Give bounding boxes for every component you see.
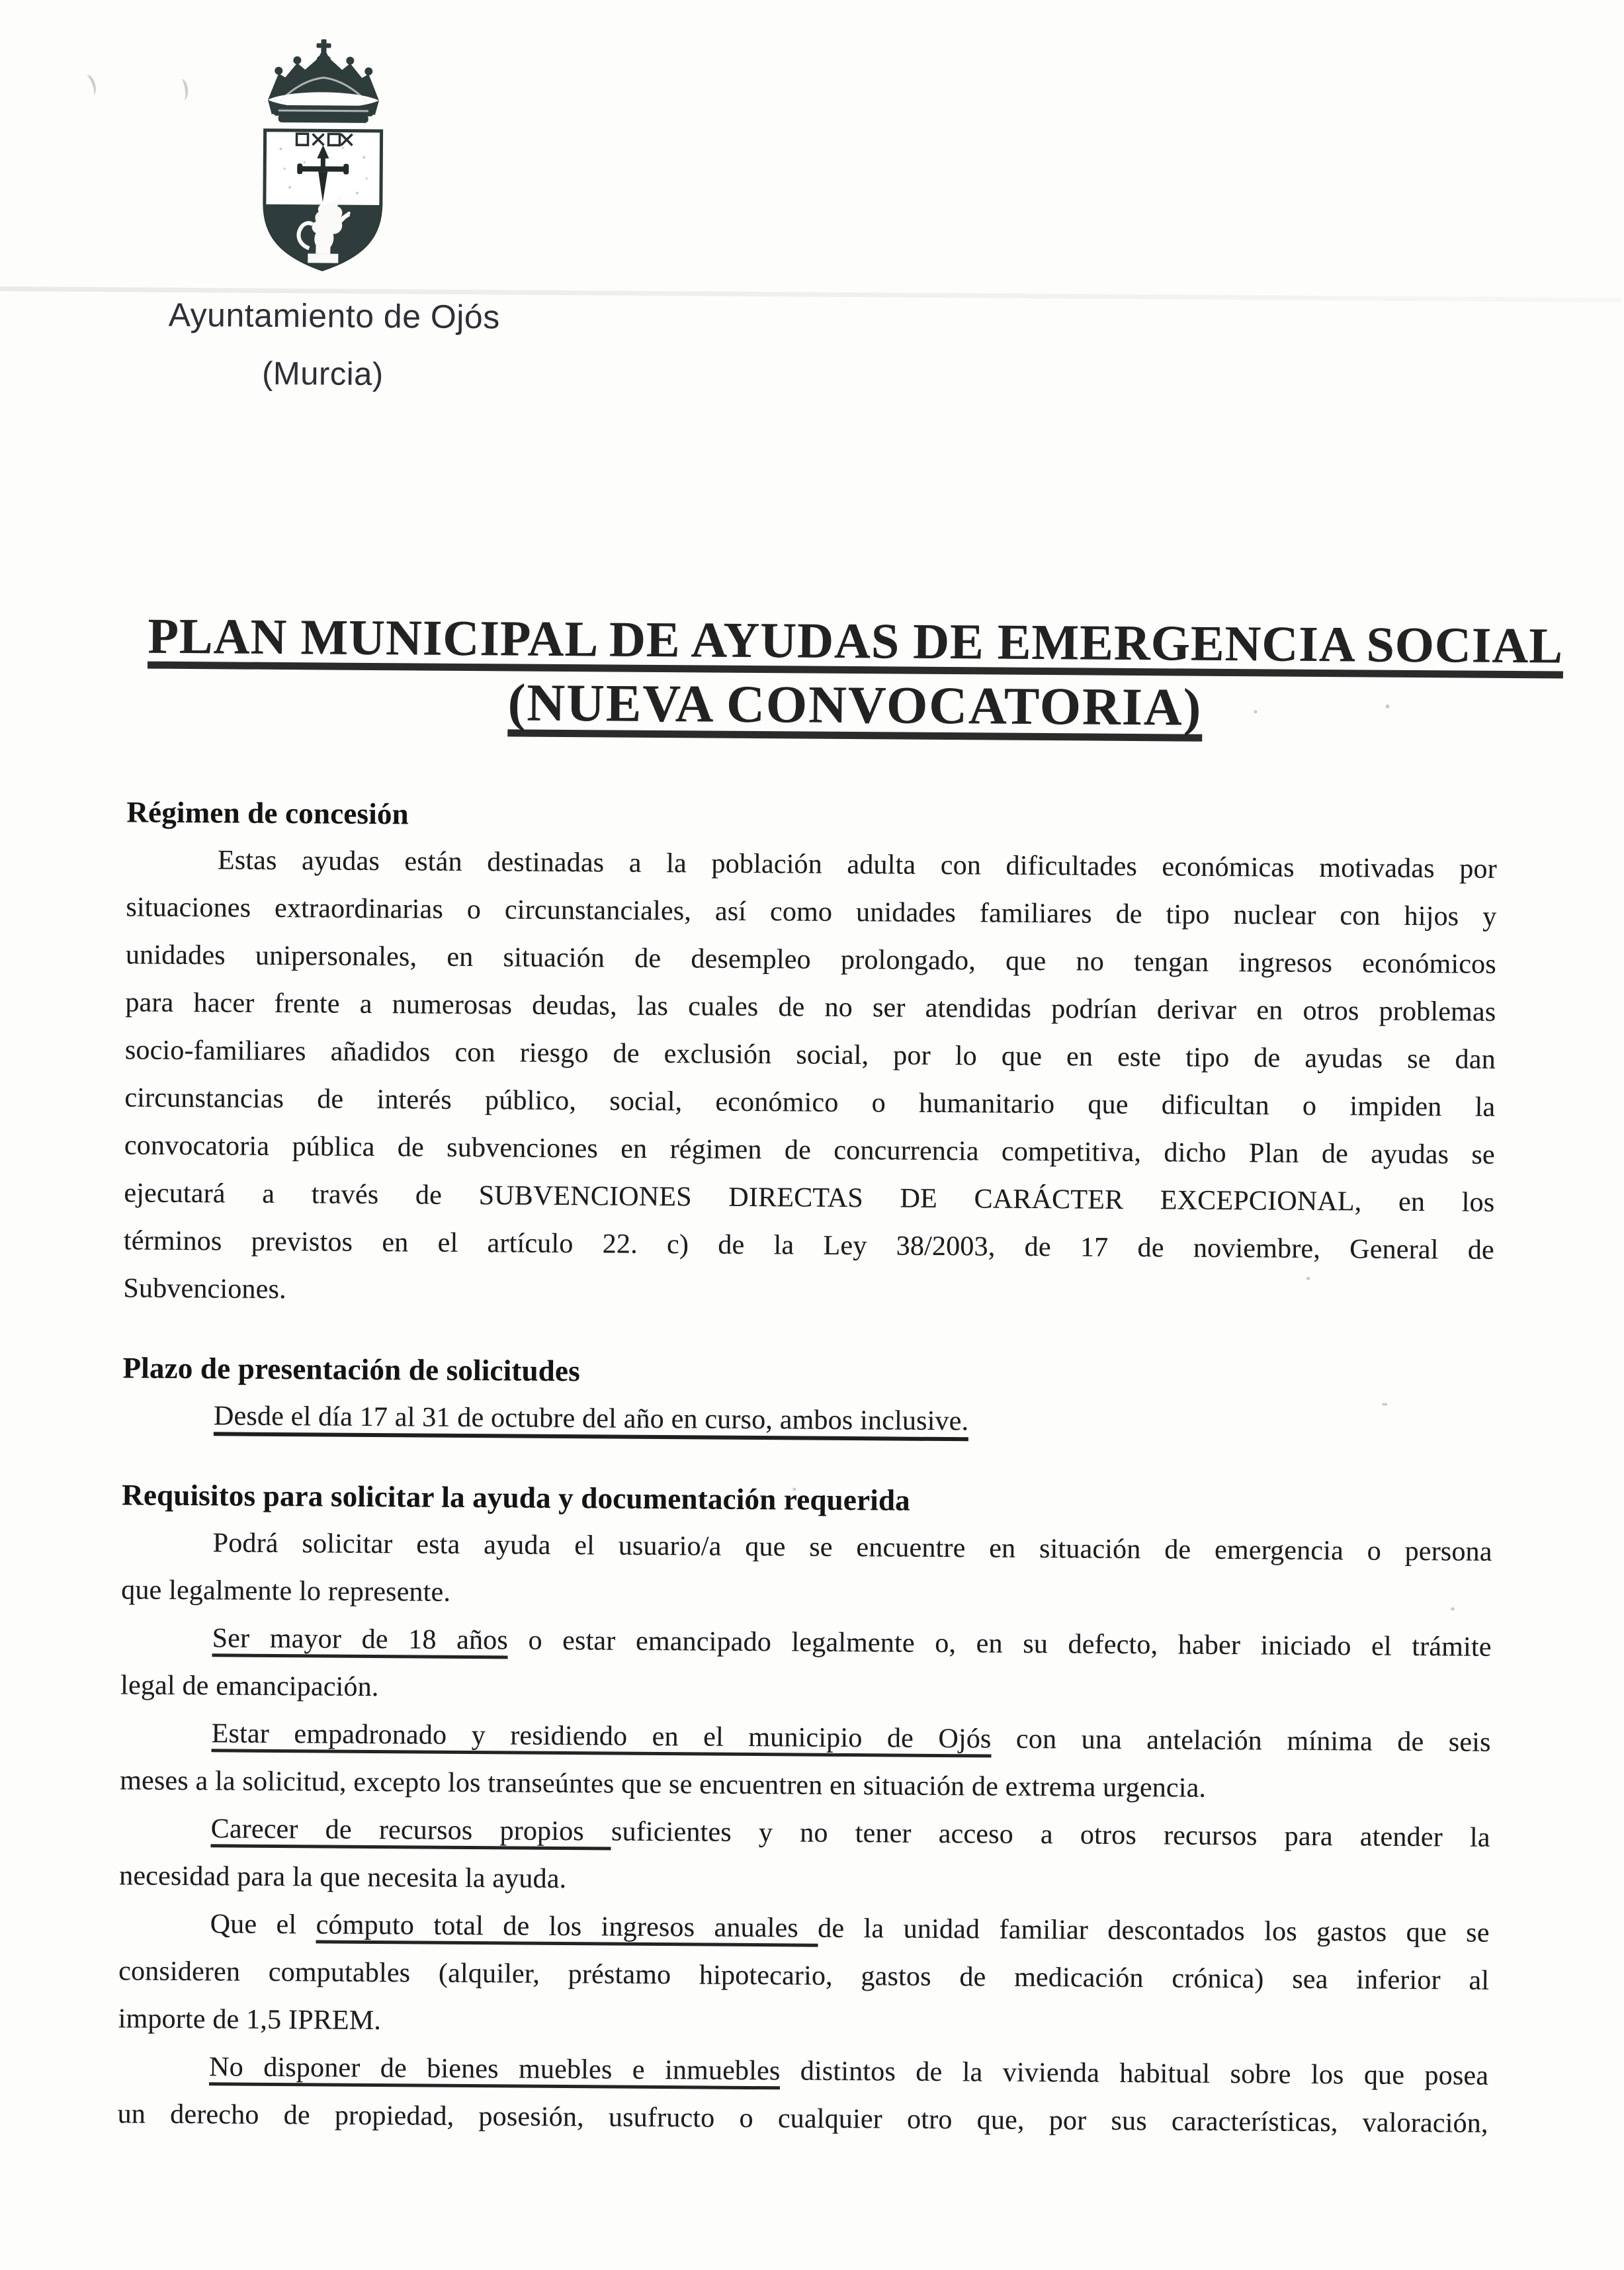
text-line: que legalmente lo represente.	[121, 1575, 451, 1608]
text-line: Carecer de recursos propios suficientes y no tener acceso a otros recursos para atender la	[210, 1813, 1490, 1853]
text-line: para hacer frente a numerosas deudas, las cuales de no ser atendidas podrían derivar en otros problemas	[125, 987, 1496, 1027]
deadline-underlined: Desde el día 17 al 31 de octubre del año en curso, ambos inclusive.	[214, 1401, 969, 1441]
org-name: Ayuntamiento de Ojós	[168, 296, 500, 336]
text-line: unidades unipersonales, en situación de desempleo prolongado, que no tengan ingresos económicos	[125, 939, 1497, 980]
text-line: socio-familiares añadidos con riesgo de exclusión social, por lo que en este tipo de ayudas se dan	[124, 1035, 1496, 1075]
heading-regimen: Régimen de concesión	[126, 795, 409, 831]
text-line: convocatoria pública de subvenciones en régimen de concurrencia competitiva, dicho Plan de ayudas se	[124, 1130, 1496, 1170]
text-line: circunstancias de interés público, social, económico o humanitario que dificultan o impiden la	[124, 1082, 1496, 1123]
text-line: importe de 1,5 IPREM.	[118, 2003, 382, 2036]
text-line: situaciones extraordinarias o circunstanciales, así como unidades familiares de tipo nuclear con hijos y	[126, 892, 1497, 932]
title-line1: PLAN MUNICIPAL DE AYUDAS DE EMERGENCIA SOCIAL	[148, 611, 1563, 679]
text-line: Que el cómputo total de los ingresos anuales de la unidad familiar descontados los gastos que se	[210, 1909, 1490, 1948]
document-title	[107, 608, 1603, 744]
scan-speck-artifact	[80, 73, 99, 97]
text-line: consideren computables (alquiler, préstamo hipotecario, gastos de medicación crónica) sea inferior al	[118, 1956, 1490, 1996]
text-line: Ser mayor de 18 años o estar emancipado legalmente o, en su defecto, haber iniciado el trámite	[212, 1623, 1492, 1663]
paragraph-requisitos	[117, 1518, 1492, 2147]
document-body	[117, 788, 1497, 2147]
scan-speck-artifact	[175, 79, 190, 102]
paragraph-regimen	[123, 836, 1497, 1321]
text-line: Estas ayudas están destinadas a la población adulta con dificultades económicas motivadas por	[217, 845, 1498, 885]
text-line: meses a la solicitud, excepto los transeúntes que se encuentren en situación de extrema urgencia.	[120, 1765, 1207, 1804]
text-line: legal de emancipación.	[120, 1670, 379, 1703]
text-line: No disponer de bienes muebles e inmuebles distintos de la vivienda habitual sobre los que posea	[209, 2052, 1489, 2091]
title-line2: (NUEVA CONVOCATORIA)	[507, 676, 1202, 741]
shield-icon	[257, 130, 386, 275]
org-region: (Murcia)	[261, 355, 384, 393]
heading-plazo: Plazo de presentación de solicitudes	[122, 1351, 581, 1388]
text-line: un derecho de propiedad, posesión, usufructo o cualquier otro que, por sus características, valoración,	[117, 2099, 1488, 2139]
text-line: necesidad para la que necesita la ayuda.	[119, 1860, 567, 1895]
coat-of-arms-icon	[257, 36, 386, 275]
heading-requisitos: Requisitos para solicitar la ayuda y documentación requerida	[122, 1478, 911, 1517]
text-line: Estar empadronado y residiendo en el municipio de Ojós con una antelación mínima de seis	[211, 1718, 1491, 1758]
text-line: ejecutará a través de SUBVENCIONES DIRECTAS DE CARÁCTER EXCEPCIONAL, en los	[124, 1178, 1495, 1218]
text-line: Subvenciones.	[123, 1273, 286, 1305]
text-line: términos previstos en el artículo 22. c) de la Ley 38/2003, de 17 de noviembre, General de	[123, 1225, 1495, 1266]
deadline-line	[122, 1391, 1493, 1448]
text-line: Podrá solicitar esta ayuda el usuario/a que se encuentre en situación de emergencia o persona	[212, 1528, 1492, 1567]
